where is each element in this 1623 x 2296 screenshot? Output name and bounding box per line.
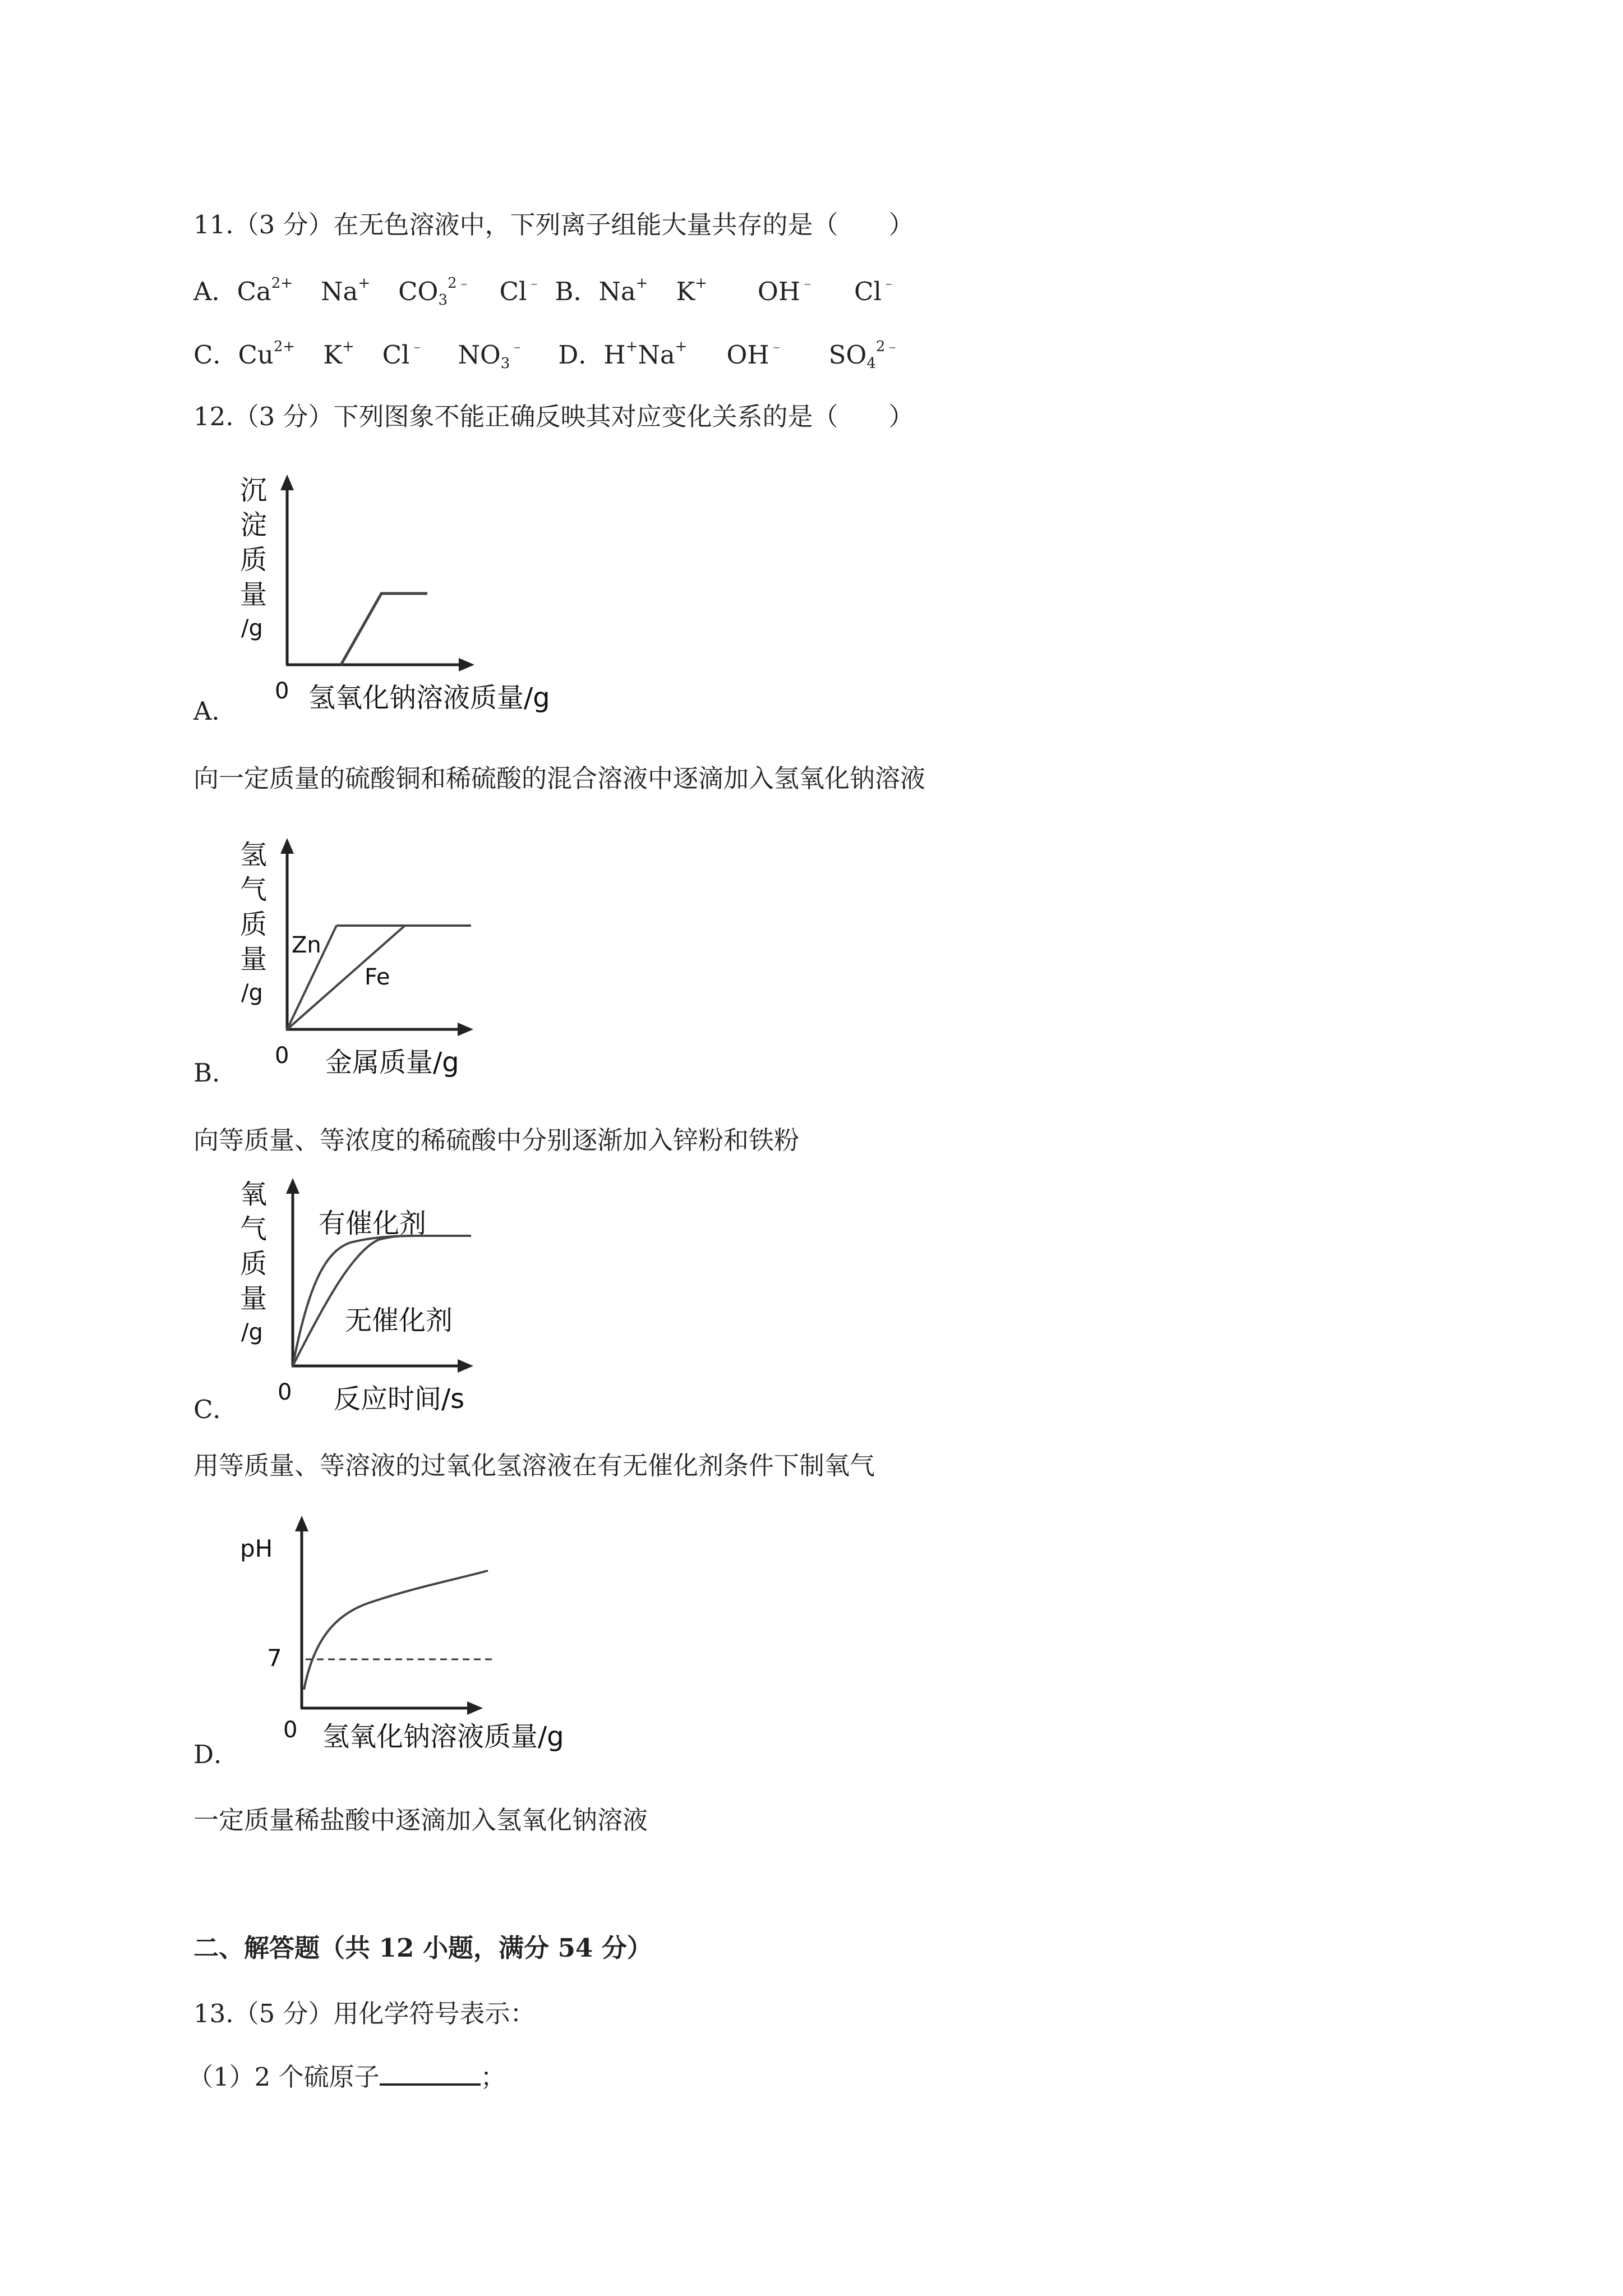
graph-b-ylabel-1: 氢 xyxy=(240,839,268,871)
graph-a xyxy=(230,471,589,729)
graph-d-curve xyxy=(304,1571,488,1690)
graph-d-tick-7: 7 xyxy=(267,1644,282,1672)
option-c-label: C． xyxy=(193,1395,238,1424)
graph-b-series-fe: Fe xyxy=(365,964,390,990)
graph-a-ylabel-3: 质 xyxy=(240,544,268,576)
graph-c-y-arrow xyxy=(286,1178,299,1194)
graph-d xyxy=(230,1509,589,1767)
graph-b-ylabel-4: 量 xyxy=(240,944,268,975)
graph-c-ylabel-3: 质 xyxy=(240,1248,268,1280)
graph-b-ylabel-2: 气 xyxy=(240,874,268,905)
graph-a-ylabel-5: /g xyxy=(241,615,263,641)
q13-stem: 13.（5 分）用化学符号表示： xyxy=(193,1999,536,2028)
q12-stem: 12.（3 分）下列图象不能正确反映其对应变化关系的是（ ） xyxy=(193,402,914,431)
q13-part-1: （1）2 个硫原子 ； xyxy=(188,2062,506,2092)
option-a-desc: 向一定质量的硫酸铜和稀硫酸的混合溶液中逐滴加入氢氧化钠溶液 xyxy=(193,763,926,793)
graph-b-xlabel: 金属质量/g xyxy=(325,1047,459,1078)
graph-a-ylabel-4: 量 xyxy=(240,579,268,610)
option-b-label: B． xyxy=(193,1058,238,1088)
graph-b-ylabel-5: /g xyxy=(241,980,263,1006)
graph-c-ylabel-2: 气 xyxy=(240,1213,268,1245)
option-b-desc: 向等质量、等浓度的稀硫酸中分别逐渐加入锌粉和铁粉 xyxy=(193,1125,800,1155)
graph-a-curve xyxy=(341,593,427,665)
graph-b-y-arrow xyxy=(280,838,294,854)
graph-a-ylabel-1: 沉 xyxy=(240,475,268,506)
graph-c xyxy=(230,1172,589,1430)
graph-d-x-arrow xyxy=(467,1701,483,1715)
section-2-title: 二、解答题（共 12 小题，满分 54 分） xyxy=(193,1933,652,1963)
graph-b-x-arrow xyxy=(458,1023,473,1036)
graph-d-xlabel: 氢氧化钠溶液质量/g xyxy=(322,1721,564,1752)
graph-b-ylabel-3: 质 xyxy=(240,909,268,940)
graph-c-series-catalyst: 有催化剂 xyxy=(319,1208,427,1239)
q11-stem: 11.（3 分）在无色溶液中，下列离子组能大量共存的是（ ） xyxy=(193,210,914,240)
graph-c-xlabel: 反应时间/s xyxy=(334,1383,465,1415)
option-a-label: A． xyxy=(193,696,237,726)
graph-b-origin: 0 xyxy=(275,1043,289,1069)
graph-b-series-zn: Zn xyxy=(292,932,321,958)
graph-d-ylabel: pH xyxy=(240,1535,273,1562)
option-d-desc: 一定质量稀盐酸中逐滴加入氢氧化钠溶液 xyxy=(193,1805,648,1835)
graph-b xyxy=(230,830,589,1094)
graph-c-curve-no-catalyst xyxy=(293,1236,415,1366)
q11-options-cd: C．$Cu^{2+}$ K+ Cl﹣ $NO_3^﹣$ D．H+Na+ OH﹣ $SO_4^{2﹣}$ xyxy=(193,338,900,372)
graph-c-series-no-catalyst: 无催化剂 xyxy=(345,1305,453,1336)
graph-c-origin: 0 xyxy=(278,1379,292,1405)
graph-c-curve-catalyst xyxy=(293,1236,415,1366)
graph-a-y-arrow xyxy=(280,475,294,490)
graph-c-ylabel-4: 量 xyxy=(240,1283,268,1314)
graph-a-x-arrow xyxy=(459,658,474,671)
graph-d-origin: 0 xyxy=(283,1717,298,1743)
graph-a-xlabel: 氢氧化钠溶液质量/g xyxy=(308,682,550,714)
graph-c-x-arrow xyxy=(458,1359,473,1373)
option-d-label: D． xyxy=(193,1740,239,1769)
q13-part-1-blank[interactable] xyxy=(380,2065,481,2086)
graph-c-ylabel-1: 氧 xyxy=(240,1179,268,1210)
graph-c-ylabel-5: /g xyxy=(241,1319,263,1345)
graph-d-y-arrow xyxy=(295,1516,308,1531)
graph-a-origin: 0 xyxy=(275,678,289,704)
q11-options-ab: A．$Ca^{2+}$ Na+ $CO_3^{2﹣}$ Cl﹣ B．Na+ K+ OH﹣ Cl﹣ xyxy=(193,275,896,309)
graph-a-ylabel-2: 淀 xyxy=(240,509,268,541)
option-c-desc: 用等质量、等溶液的过氧化氢溶液在有无催化剂条件下制氧气 xyxy=(193,1451,875,1480)
